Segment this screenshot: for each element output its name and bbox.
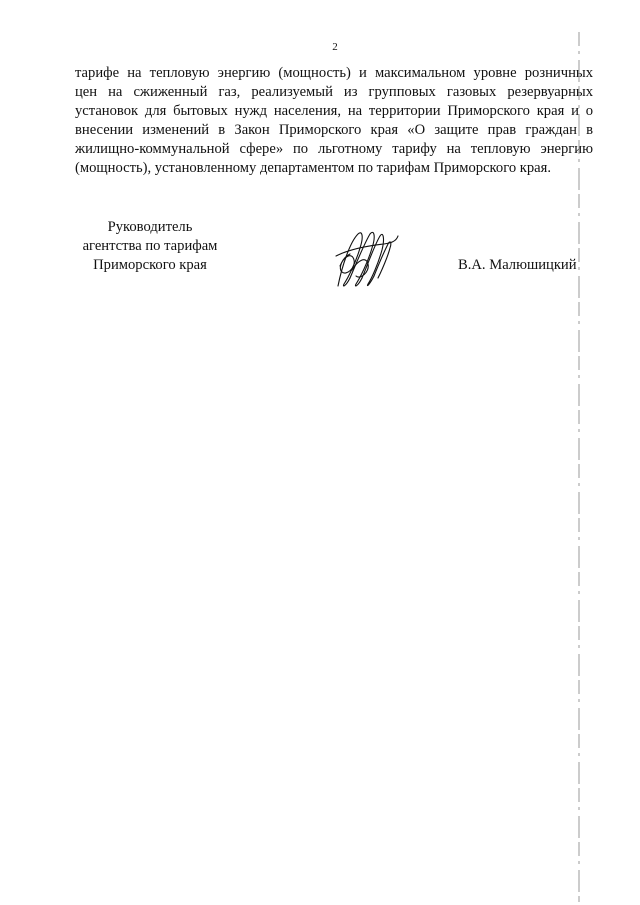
signatory-title [75, 218, 225, 275]
body-line-5: жилищно-коммунальной сфере» по льготному тарифу на тепловую энергию [75, 141, 593, 157]
body-line-6: (мощность), установленному департаментом по тарифам Приморского края. [75, 160, 551, 176]
signatory-title-line-3: Приморского края [93, 257, 207, 273]
signatory-title-line-1: Руководитель [107, 219, 193, 235]
body-line-3: установок для бытовых нужд населения, на территории Приморского края и о [75, 103, 593, 119]
signatory-title-line-2: агентства по тарифам [82, 238, 218, 254]
body-line-4: внесении изменений в Закон Приморского края «О защите прав граждан в [75, 122, 593, 138]
body-line-1: тарифе на тепловую энергию (мощность) и максимальном уровне розничных [75, 65, 593, 81]
body-line-2: цен на сжиженный газ, реализуемый из групповых газовых резервуарных [75, 84, 593, 100]
signatory-name: В.А. Малюшицкий [458, 257, 577, 273]
page-number: 2 [332, 41, 338, 53]
handwritten-signature-icon [332, 226, 400, 290]
scan-edge-line [578, 32, 580, 902]
body-paragraph [75, 64, 593, 178]
signature-block [75, 218, 595, 288]
